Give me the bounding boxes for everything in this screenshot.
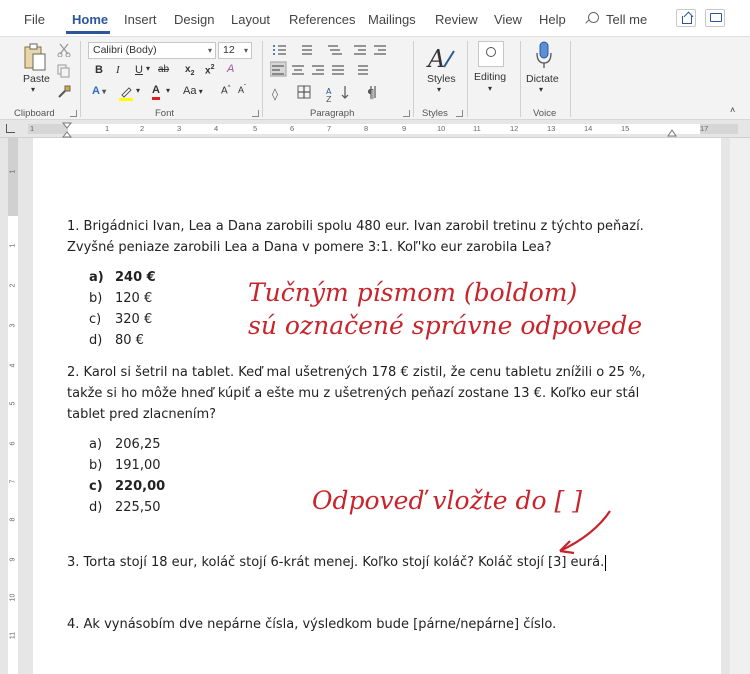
svg-text:A: A [326, 87, 332, 96]
ruler-number: 14 [584, 124, 593, 133]
text-effects-button[interactable]: A ▾ [92, 85, 107, 97]
shrink-font-button[interactable]: $A^ˇ$ [238, 85, 247, 95]
svg-text:A: A [428, 45, 446, 73]
question-3[interactable]: 3. Torta stojí 18 eur, koláč stojí 6-krát menej. Koľko stojí koláč? Koláč stojí [3] eurá. [67, 555, 605, 570]
collapse-ribbon-icon[interactable]: ˄ [730, 105, 736, 115]
ruler-number: 15 [621, 124, 630, 133]
ruler-number: 9 [402, 124, 407, 133]
q1-option-a[interactable]: a) 240 € [89, 270, 156, 285]
ruler-number: 12 [510, 124, 519, 133]
tab-references[interactable]: References [289, 12, 356, 27]
vruler-number: 5 [9, 401, 17, 406]
clipboard-group-label: Clipboard [14, 108, 55, 119]
indent-marker-icon[interactable] [62, 122, 72, 138]
comments-button[interactable] [705, 9, 725, 27]
copy-icon[interactable] [57, 64, 71, 78]
vruler-number: 2 [9, 283, 17, 288]
editing-icon-frame[interactable] [478, 41, 504, 67]
tab-mailings[interactable]: Mailings [368, 12, 416, 27]
grow-font-button[interactable]: A^ [221, 85, 231, 97]
vruler-number: 11 [9, 631, 17, 640]
ruler-number: 4 [214, 124, 219, 133]
tab-home[interactable]: Home [72, 12, 109, 27]
tab-selector-icon[interactable] [6, 124, 15, 133]
group-divider [262, 41, 263, 117]
ruler-number: 13 [547, 124, 556, 133]
dictate-dropdown-icon[interactable]: ▾ [539, 85, 544, 94]
ruler-number: 11 [473, 124, 481, 133]
microphone-icon[interactable] [534, 41, 554, 71]
voice-group-label: Voice [533, 108, 557, 119]
ruler-number: 2 [140, 124, 145, 133]
paste-dropdown-icon[interactable]: ▾ [31, 85, 36, 94]
ruler-number: 17 [700, 124, 709, 133]
vruler-top-margin [8, 138, 18, 216]
q1-option-b[interactable]: b) 120 € [89, 291, 153, 306]
underline-dropdown-icon[interactable]: ▾ [146, 64, 151, 73]
svg-text:Z: Z [326, 95, 332, 104]
ruler-number: 5 [253, 124, 258, 133]
paragraph-dialog-launcher[interactable] [403, 110, 410, 117]
q1-option-d[interactable]: d) 80 € [89, 333, 144, 348]
vruler-number: 1 [9, 243, 17, 248]
dictate-button-label[interactable]: Dictate [526, 73, 559, 85]
superscript-button[interactable]: $x^2$ [205, 64, 215, 77]
styles-group-label: Styles [422, 108, 448, 119]
ruler-number: 7 [327, 124, 332, 133]
lightbulb-search-icon [588, 12, 599, 23]
ruler-number: 10 [437, 124, 446, 133]
bracket-note: Odpoveď vložte do [ ] [312, 486, 583, 515]
vruler-number: 1 [9, 169, 17, 174]
svg-text:¶: ¶ [367, 87, 375, 101]
tab-design[interactable]: Design [174, 12, 215, 27]
tell-me-search[interactable]: Tell me [606, 12, 648, 27]
vruler-number: 3 [9, 323, 17, 328]
font-group-label: Font [155, 108, 175, 119]
active-tab-indicator [66, 31, 110, 34]
styles-dropdown-icon[interactable]: ▾ [437, 85, 442, 94]
tab-file[interactable]: File [24, 12, 45, 27]
paragraph-controls [270, 42, 418, 104]
vruler-number: 7 [9, 479, 17, 484]
ribbon [0, 36, 750, 120]
cut-icon[interactable] [57, 43, 71, 57]
question-1[interactable]: 1. Brigádnici Ivan, Lea a Dana zarobili spolu 480 eur. Ivan zarobil tretinu z týchto peňazí. Zvyšné peniaze zarobili Lea a Dana v pomere 3:1. Koľ'ko eur zarobila Lea? [67, 219, 644, 255]
editing-button-label[interactable]: Editing [474, 71, 507, 83]
styles-button-label[interactable]: Styles [427, 73, 456, 85]
tab-help[interactable]: Help [539, 12, 566, 27]
font-color-dropdown-icon[interactable]: ▾ [166, 86, 171, 95]
arrow-icon [546, 505, 616, 565]
q2-option-d[interactable]: d) 225,50 [89, 500, 161, 515]
ruler-track [28, 124, 738, 134]
horizontal-ruler[interactable] [0, 120, 750, 138]
tab-view[interactable]: View [494, 12, 522, 27]
italic-button[interactable]: I [116, 64, 120, 76]
share-button[interactable] [676, 9, 696, 27]
styles-dialog-launcher[interactable] [456, 110, 463, 117]
clear-formatting-button[interactable]: A [227, 63, 235, 75]
group-divider [570, 41, 571, 117]
highlight-icon[interactable] [118, 85, 134, 101]
svg-text:◊: ◊ [272, 87, 278, 101]
subscript-button[interactable]: $x_2$ [185, 64, 195, 77]
font-name-combo[interactable]: Calibri (Body) ▾ [88, 42, 216, 59]
vruler-number: 9 [9, 557, 17, 562]
right-indent-marker-icon[interactable] [667, 128, 677, 137]
q2-option-b[interactable]: b) 191,00 [89, 458, 161, 473]
ribbon-tabs [0, 0, 750, 36]
ruler-number: 3 [177, 124, 182, 133]
tab-layout[interactable]: Layout [231, 12, 271, 27]
vruler-number: 8 [9, 517, 17, 522]
tab-insert[interactable]: Insert [124, 12, 157, 27]
vruler-number: 4 [9, 363, 17, 368]
group-divider [413, 41, 414, 117]
group-divider [467, 41, 468, 117]
styles-icon[interactable] [426, 43, 456, 73]
highlight-dropdown-icon[interactable]: ▾ [136, 86, 141, 95]
ruler-number: 1 [30, 124, 35, 133]
vruler-number: 6 [9, 441, 17, 446]
tab-review[interactable]: Review [435, 12, 478, 27]
bold-note-line1: Tučným písmom (boldom) [248, 278, 578, 307]
ruler-number: 1 [105, 124, 110, 133]
bold-button[interactable]: B [95, 64, 103, 76]
q2-option-a[interactable]: a) 206,25 [89, 437, 161, 452]
vruler-number: 10 [9, 593, 17, 602]
question-4[interactable]: 4. Ak vynásobím dve nepárne čísla, výsledkom bude [párne/nepárne] číslo. [67, 617, 557, 632]
format-painter-icon[interactable] [57, 85, 71, 99]
font-dialog-launcher[interactable] [252, 110, 259, 117]
vertical-ruler[interactable] [0, 138, 26, 674]
search-icon [486, 47, 496, 57]
font-color-button[interactable]: A [152, 84, 160, 100]
paste-label[interactable]: Paste [23, 73, 50, 85]
q1-option-c[interactable]: c) 320 € [89, 312, 153, 327]
ruler-number: 6 [290, 124, 295, 133]
group-divider [80, 41, 81, 117]
paragraph-group-label: Paragraph [310, 108, 355, 119]
ruler-number: 8 [364, 124, 369, 133]
question-2[interactable]: 2. Karol si šetril na tablet. Keď mal ušetrených 178 € zistil, že cenu tabletu znížili o 25 %, takže si ho môže hneď kúpiť a ešte mu z ušetrených peňazí zostane 13 €. Koľko eur stál tablet pred zlacnením? [67, 365, 646, 422]
clipboard-dialog-launcher[interactable] [70, 110, 77, 117]
strikethrough-button[interactable]: ab [158, 64, 170, 75]
editing-dropdown-icon[interactable]: ▾ [488, 84, 493, 93]
change-case-button[interactable]: Aa ▾ [183, 85, 203, 97]
q2-option-c[interactable]: c) 220,00 [89, 479, 166, 494]
group-divider [520, 41, 521, 117]
vertical-scrollbar[interactable] [730, 138, 750, 674]
underline-button[interactable]: U [135, 64, 143, 76]
bold-note-line2: sú označené správne odpovede [248, 311, 643, 340]
paste-icon[interactable] [22, 43, 48, 73]
font-size-combo[interactable]: 12 ▾ [218, 42, 252, 59]
